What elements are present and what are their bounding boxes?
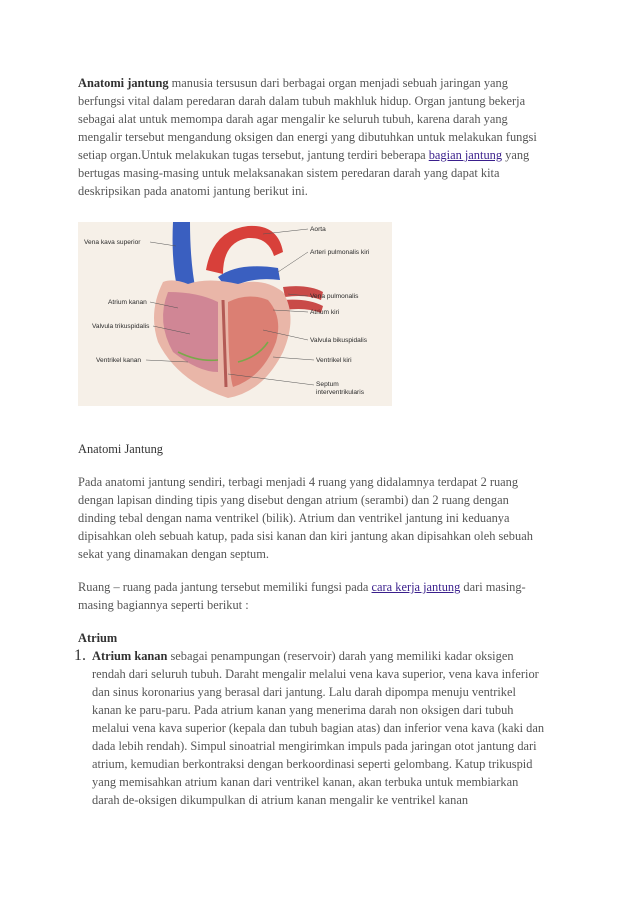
para3-text-2: dari masing-masing bagiannya seperti berikut : xyxy=(78,580,526,612)
heart-diagram-image xyxy=(78,222,392,406)
label-septum: Septum xyxy=(316,381,339,388)
list-item xyxy=(74,647,548,809)
list-item-bold: Atrium kanan xyxy=(92,649,168,663)
cara-kerja-jantung-link[interactable]: cara kerja jantung xyxy=(371,580,461,594)
intro-lead-bold: Anatomi jantung xyxy=(78,76,169,90)
label-ventrikel-kiri: Ventrikel kiri xyxy=(316,357,352,364)
list-item-body: sebagai penampungan (reservoir) darah yang memiliki kadar oksigen rendah dari seluruh tubuh. Daraht mengalir melalui vena kava superior, vena kava inferior dan sinus koronarius yang berasal dari jantung. Lalu darah dipompa menuju ventrikel kanan ke paru-paru. Pada atrium kanan yang menerima darah non oksigen dari tubuh melalui vena kava superior (kepala dan tubuh bagian atas) dan inferior vena kava (kaki dan dada lebih rendah). Simpul sinoatrial mengirimkan impuls pada jaringan otot jantung dari atrium, kemudian berkontraksi dengan berkoordinasi seperti gelombang. Katup trikuspid yang memisahkan atrium kanan dari ventrikel kanan, akan terbuka untuk membiarkan darah de-oksigen dikumpulkan di atrium kanan mengalir ke ventrikel kanan xyxy=(92,649,545,807)
label-ventrikel-kanan: Ventrikel kanan xyxy=(96,357,142,364)
heart-anatomy-figure xyxy=(78,222,392,406)
label-valvula-trikuspidalis: Valvula trikuspidalis xyxy=(92,323,150,330)
list-item-text xyxy=(92,647,548,809)
label-vena-kava-superior: Vena kava superior xyxy=(84,239,141,246)
section-title: Anatomi Jantung xyxy=(78,442,164,456)
list-number: 1. xyxy=(74,647,86,664)
para-fungsi-ruang xyxy=(78,578,548,614)
atrium-heading: Atrium xyxy=(78,631,118,645)
label-aorta: Aorta xyxy=(310,226,326,233)
intro-text-1: manusia tersusun dari berbagai organ menjadi sebuah jaringan yang berfungsi vital dalam peredaran darah dalam tubuh makhluk hidup. Organ jantung bekerja sebagai alat untuk memompa darah agar mengalir ke seluruh tubuh, karena darah yang mengalir tersebut mengandung oksigen dan energi yang dibutuhkan untuk melakukan fungsi setiap organ.Untuk melakukan tugas tersebut, jantung terdiri beberapa xyxy=(78,76,537,162)
body-section xyxy=(74,440,548,809)
label-arteri-pulmonalis-kiri: Arteri pulmonalis kiri xyxy=(310,249,370,256)
intro-text-2: yang bertugas masing-masing untuk melaksanakan sistem peredaran darah yang dapat kita deskripsikan pada anatomi jantung berikut ini. xyxy=(78,148,530,198)
label-valvula-bikuspidalis: Valvula bikuspidalis xyxy=(310,337,368,344)
label-interventrikularis: interventrikularis xyxy=(316,389,365,396)
label-atrium-kanan: Atrium kanan xyxy=(108,299,147,306)
para3-text-1: Ruang – ruang pada jantung tersebut memiliki fungsi pada xyxy=(78,580,372,594)
para-ruang-jantung: Pada anatomi jantung sendiri, terbagi menjadi 4 ruang yang didalamnya terdapat 2 ruang dengan lapisan dinding tipis yang disebut dengan atrium (serambi) dan 2 ruang dengan dinding tebal dengan nama ventrikel (bilik). Atrium dan ventrikel jantung ini keduanya dipisahkan oleh sebuah katup, pada sisi kanan dan kiri jantung akan dipisahkan oleh sebuah sekat yang dinamakan dengan septum. xyxy=(78,475,533,561)
label-atrium-kiri: Atrium kiri xyxy=(310,309,340,316)
document-page xyxy=(78,74,548,200)
bagian-jantung-link[interactable]: bagian jantung xyxy=(428,148,503,162)
intro-paragraph xyxy=(78,74,548,200)
label-vena-pulmonalis: Vena pulmonalis xyxy=(310,293,359,300)
